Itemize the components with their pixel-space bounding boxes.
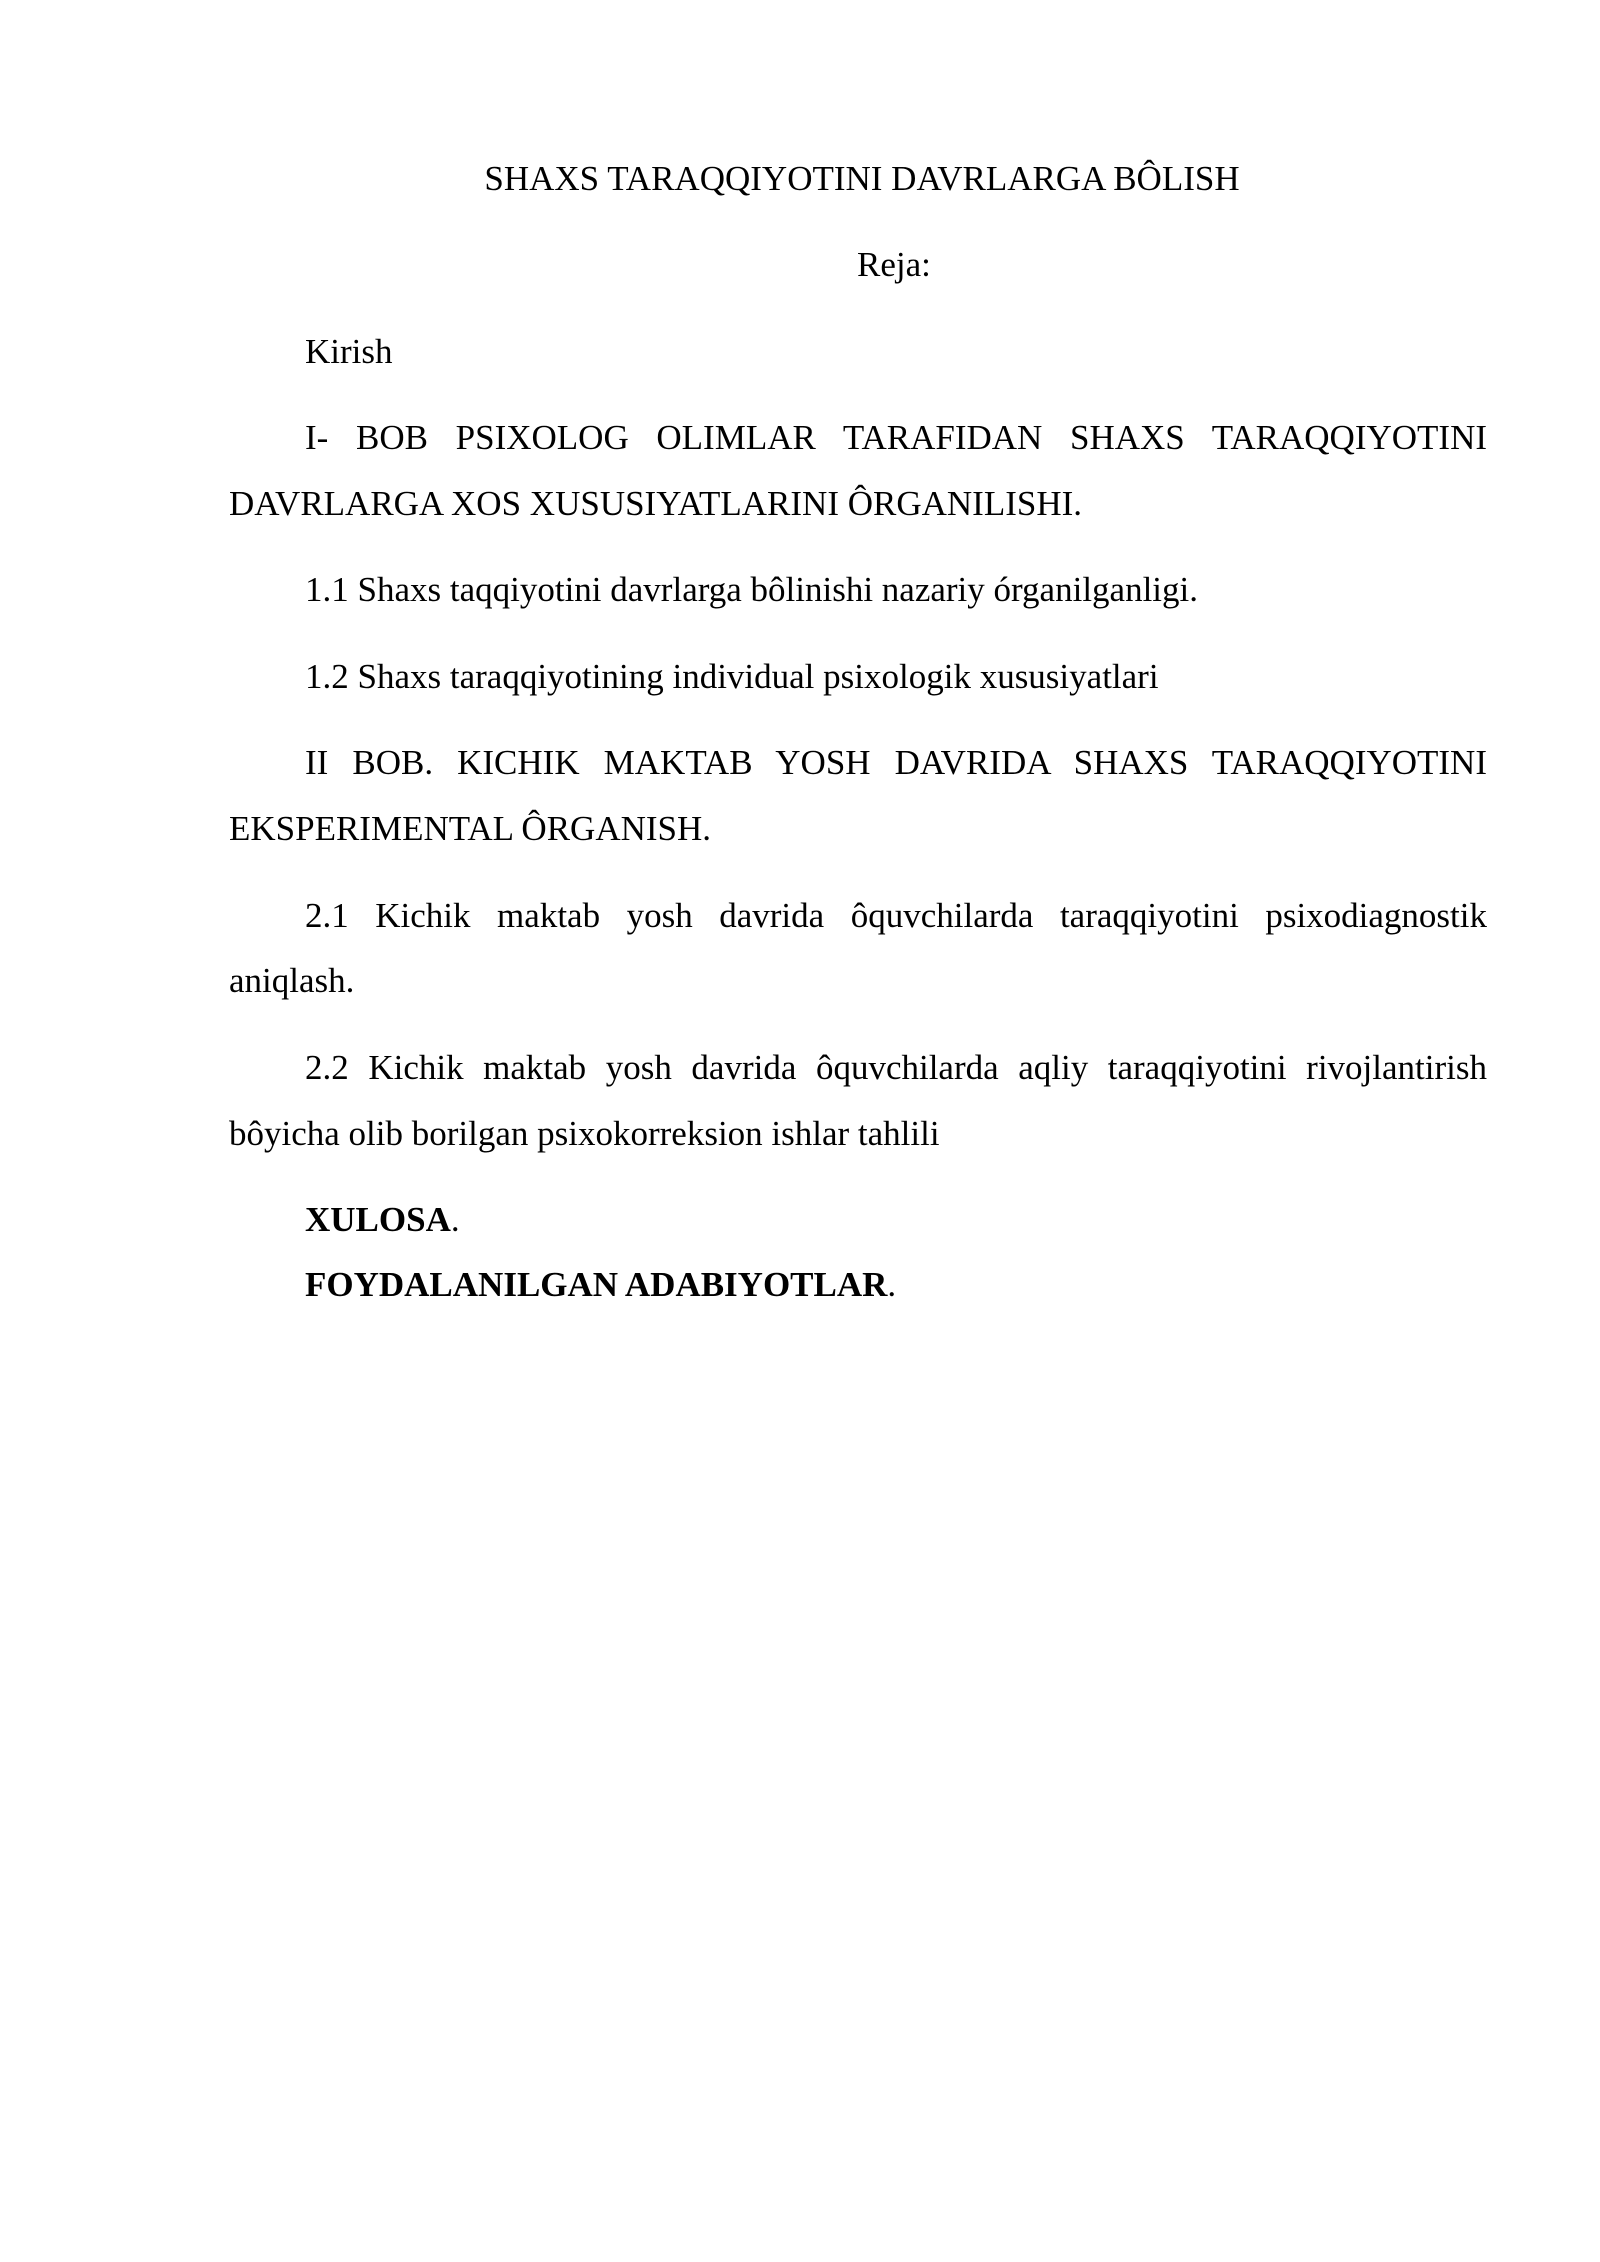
section-2-2-line1: 2.2 Kichik maktab yosh davrida ôquvchilarda aqliy taraqqiyotini rivojlantirish xyxy=(305,1048,1487,1087)
section-2-2-line2: bôyicha olib borilgan psixokorreksion ishlar tahlili xyxy=(229,1114,940,1153)
chapter1-title-line1: I- BOB PSIXOLOG OLIMLAR TARAFIDAN SHAXS TARAQQIYOTINI xyxy=(305,418,1487,457)
section-2-1-line2: aniqlash. xyxy=(229,961,355,1000)
chapter2-title-line1: II BOB. KICHIK MAKTAB YOSH DAVRIDA SHAXS TARAQQIYOTINI xyxy=(305,743,1487,782)
section-1-1: 1.1 Shaxs taqqiyotini davrlarga bôlinishi nazariy órganilganligi. xyxy=(305,570,1198,609)
chapter1-title-line2: DAVRLARGA XOS XUSUSIYATLARINI ÔRGANILISHI. xyxy=(229,484,1083,523)
conclusion-item xyxy=(229,1202,1563,1237)
references-punctuation: . xyxy=(887,1265,897,1304)
references-item xyxy=(229,1267,1563,1302)
plan-heading: Reja: xyxy=(857,245,931,284)
references-label: FOYDALANILGAN ADABIYOTLAR xyxy=(305,1265,888,1304)
document-title: SHAXS TARAQQIYOTINI DAVRLARGA BÔLISH xyxy=(484,159,1240,198)
section-2-1-line1: 2.1 Kichik maktab yosh davrida ôquvchilarda taraqqiyotini psixodiagnostik xyxy=(305,896,1487,935)
section-1-2: 1.2 Shaxs taraqqiyotining individual psixologik xususiyatlari xyxy=(305,657,1159,696)
chapter2-title-line2: EKSPERIMENTAL ÔRGANISH. xyxy=(229,809,712,848)
intro-item: Kirish xyxy=(305,332,393,371)
conclusion-label: XULOSA xyxy=(305,1200,451,1239)
conclusion-punctuation: . xyxy=(450,1200,460,1239)
